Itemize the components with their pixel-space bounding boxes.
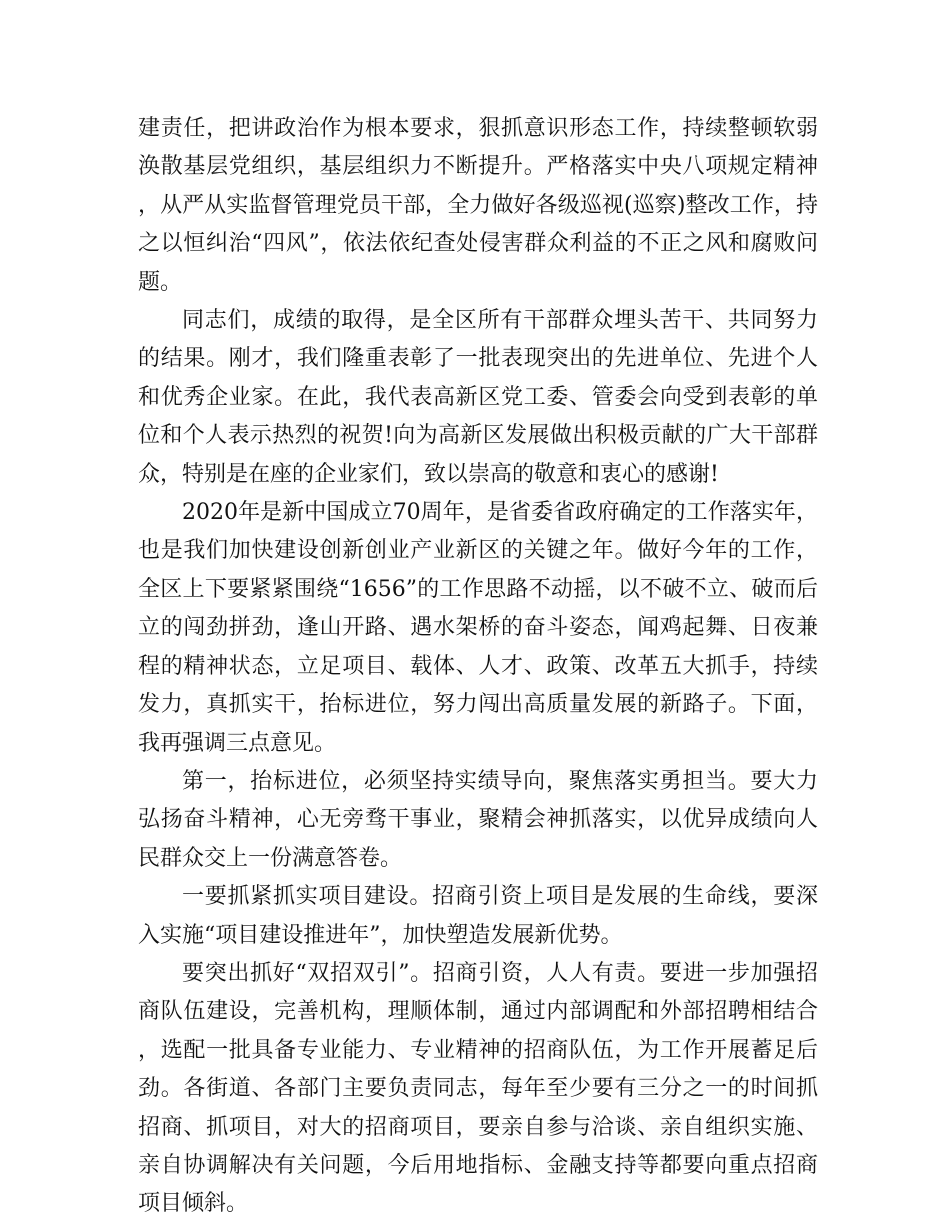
body-text bbox=[138, 110, 818, 1224]
paragraph-4: 第一，抬标进位，必须坚持实绩导向，聚焦落实勇担当。要大力弘扬奋斗精神，心无旁骛干事业，聚精会神抓落实，以优异成绩向人民群众交上一份满意答卷。 bbox=[138, 768, 818, 871]
paragraph-3: 2020年是新中国成立70周年，是省委省政府确定的工作落实年，也是我们加快建设创新创业产业新区的关键之年。做好今年的工作，全区上下要紧紧围绕“1656”的工作思路不动摇，以不破不立、破而后立的闯劲拼劲，逢山开路、遇水架桥的奋斗姿态，闻鸡起舞、日夜兼程的精神状态，立足项目、载体、人才、政策、改革五大抓手，持续发力，真抓实干，抬标进位，努力闯出高质量发展的新路子。下面，我再强调三点意见。 bbox=[138, 500, 818, 756]
paragraph-5: 一要抓紧抓实项目建设。招商引资上项目是发展的生命线，要深入实施“项目建设推进年”，加快塑造发展新优势。 bbox=[138, 884, 818, 948]
paragraph-1: 建责任，把讲政治作为根本要求，狠抓意识形态工作，持续整顿软弱涣散基层党组织，基层组织力不断提升。严格落实中央八项规定精神，从严从实监督管理党员干部，全力做好各级巡视(巡察)整改工作，持之以恒纠治“四风”，依法依纪查处侵害群众利益的不正之风和腐败问题。 bbox=[138, 116, 818, 295]
paragraph-2: 同志们，成绩的取得，是全区所有干部群众埋头苦干、共同努力的结果。刚才，我们隆重表彰了一批表现突出的先进单位、先进个人和优秀企业家。在此，我代表高新区党工委、管委会向受到表彰的单位和个人表示热烈的祝贺!向为高新区发展做出积极贡献的广大干部群众，特别是在座的企业家们，致以崇高的敬意和衷心的感谢! bbox=[138, 308, 818, 487]
paragraph-6: 要突出抓好“双招双引”。招商引资，人人有责。要进一步加强招商队伍建设，完善机构，理顺体制，通过内部调配和外部招聘相结合，选配一批具备专业能力、专业精神的招商队伍，为工作开展蓄足后劲。各街道、各部门主要负责同志，每年至少要有三分之一的时间抓招商、抓项目，对大的招商项目，要亲自参与洽谈、亲自组织实施、亲自协调解决有关问题，今后用地指标、金融支持等都要向重点招商项目倾斜。 bbox=[138, 960, 818, 1217]
